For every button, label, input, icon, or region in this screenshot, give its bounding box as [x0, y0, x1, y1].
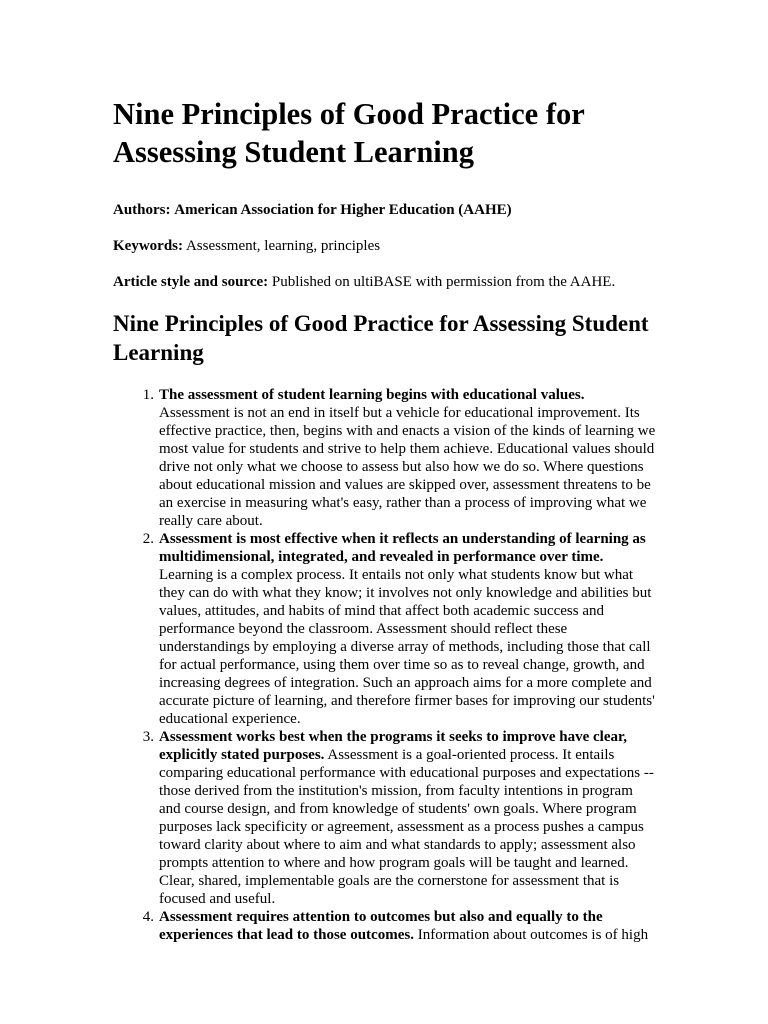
- principle-number: 4.: [142, 909, 154, 925]
- keywords-line: [113, 237, 656, 256]
- principle-number: 2.: [142, 531, 154, 547]
- principle-body: Information about outcomes is of high: [417, 927, 649, 943]
- principle-item: [142, 728, 656, 908]
- principle-lead: Assessment requires attention to outcomes but also and equally to the experiences that lead to those outcomes.: [159, 909, 603, 943]
- article-style-line: [113, 273, 656, 292]
- keywords-label: Keywords:: [113, 238, 183, 254]
- principle-item: [142, 530, 656, 728]
- article-style-value: Published on ultiBASE with permission from the AAHE.: [271, 274, 616, 290]
- authors-label: Authors:: [113, 202, 171, 218]
- principles-list: [113, 386, 656, 944]
- principle-number: 3.: [142, 729, 154, 745]
- principle-item: [142, 386, 656, 530]
- section-title: Nine Principles of Good Practice for Assessing Student Learning: [113, 311, 649, 365]
- principle-lead: The assessment of student learning begins with educational values.: [159, 387, 585, 403]
- principle-item: [142, 908, 656, 944]
- keywords-value: Assessment, learning, principles: [185, 238, 381, 254]
- principle-lead: Assessment works best when the programs it seeks to improve have clear, explicitly stated purposes.: [159, 729, 628, 763]
- authors-value: American Association for Higher Education (AAHE): [174, 202, 512, 218]
- principle-body: Assessment is a goal-oriented process. It entails comparing educational performance with educational purposes and expectations -- those derived from the institution's mission, from faculty intentions in program and course design, and from knowledge of students' own goals. Where program purposes lack specificity or agreement, assessment as a process pushes a campus toward clarity about where to aim and what standards to apply; assessment also prompts attention to where and how program goals will be taught and learned. Clear, shared, implementable goals are the cornerstone for assessment that is focused and useful.: [159, 747, 654, 907]
- page-title: Nine Principles of Good Practice for Assessing Student Learning: [113, 97, 585, 169]
- principle-lead: Assessment is most effective when it reflects an understanding of learning as multidimensional, integrated, and revealed in performance over time.: [159, 531, 646, 565]
- article-style-label: Article style and source:: [113, 274, 269, 290]
- authors-line: [113, 201, 656, 220]
- principle-body: Learning is a complex process. It entails not only what students know but what they can do with what they know; it involves not only knowledge and abilities but values, attitudes, and habits of mind that affect both academic success and performance beyond the classroom. Assessment should reflect these understandings by employing a diverse array of methods, including those that call for actual performance, using them over time so as to reveal change, growth, and increasing degrees of integration. Such an approach aims for a more complete and accurate picture of learning, and therefore firmer bases for improving our students' educational experience.: [159, 567, 655, 727]
- principle-number: 1.: [142, 387, 154, 403]
- principle-body: Assessment is not an end in itself but a vehicle for educational improvement. Its effective practice, then, begins with and enacts a vision of the kinds of learning we most value for students and strive to help them achieve. Educational values should drive not only what we choose to assess but also how we do so. Where questions about educational mission and values are skipped over, assessment threatens to be an exercise in measuring what's easy, rather than a process of improving what we really care about.: [159, 405, 656, 529]
